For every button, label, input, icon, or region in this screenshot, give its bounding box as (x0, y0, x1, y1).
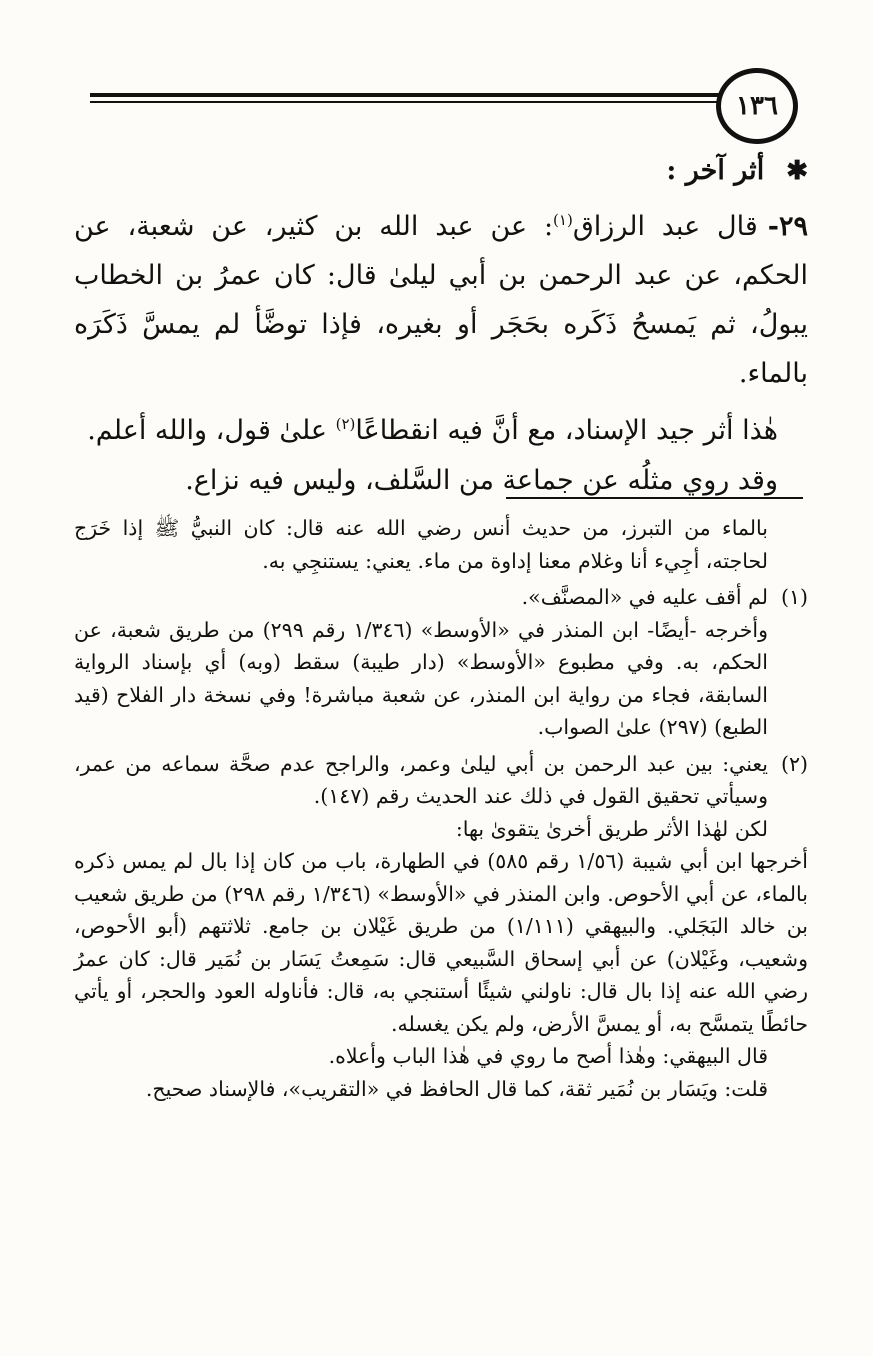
footnote-1-continuation: وأخرجه -أيضًا- ابن المنذر في «الأوسط» (١/٣٤٦ رقم ٢٩٩) من طريق شعبة، عن الحكم، به. وفي مطبوع «الأوسط» (دار طيبة) سقط (وبه) أي بإسناد الرواية السابقة، فجاء من رواية ابن المنذر، عن شعبة مباشرة! وفي نسخة دار الفلاح (قيد الطبع) (٢٩٧) علىٰ الصواب. (74, 617, 768, 739)
hadith-number: ٢٩- (767, 211, 808, 242)
footnote-2-line-4: قال البيهقي: وهٰذا أصح ما روي في هٰذا الباب وأعلاه. (328, 1044, 768, 1068)
page-number: ١٣٦ (716, 68, 798, 144)
comment-text-1: هٰذا أثر جيد الإسناد، مع أنَّ فيه انقطاعًا (355, 415, 778, 446)
footnote-2 (74, 748, 808, 813)
footnote-carry-over: بالماء من التبرز، من حديث أنس رضي الله عنه قال: كان النبيُّ ﷺ إذا خَرَج لحاجته، أجِيء أنا وغلام معنا إداوة من ماء. يعني: يستنجِي به. (74, 516, 768, 573)
hadith-text-2: : عن عبد الله بن كثير، عن شعبة، عن الحكم، عن عبد الرحمن بن أبي ليلىٰ قال: كان عمرُ بن الخطاب يبولُ، ثم يَمسحُ ذَكَره بحَجَر أو بغيره، فإذا توضَّأ لم يمسَّ ذَكَرَه بالماء. (74, 211, 808, 389)
header-rule-thick (90, 93, 730, 97)
header-rule-thin (90, 101, 730, 103)
footnote-2-line-2: لكن لهٰذا الأثر طريق أخرىٰ يتقوىٰ بها: (455, 816, 768, 841)
footnote-2-line-3: أخرجها ابن أبي شيبة (١/٥٦ رقم ٥٨٥) في الطهارة، باب من كان إذا بال لم يمس ذكره بالماء، عن أبي الأحوص. وابن المنذر في «الأوسط» (١/٣٤٦ رقم ٢٩٨) من طريق شعيب بن خالد البَجَلي. والبيهقي (١/١١١) من طريق غَيْلان بن جامع. ثلاثتهم (أبو الأحوص، وشعيب، وغَيْلان) عن أبي إسحاق السَّبيعي قال: سَمِعتُ يَسَار بن نُمَير قال: كان عمرُ رضي الله عنه إذا بال قال: ناولني شيئًا أستنجي به، قال: فأناوله العود والحجر، أو يأتي حائطًا يتمسَّح به، أو يمسَّ الأرض، ولم يكن يغسله. (74, 849, 809, 1036)
comment-text-3: وقد روي مثلُه عن جماعة من السَّلف، وليس فيه نزاع. (185, 465, 778, 496)
main-text (74, 150, 808, 506)
section-title (74, 150, 808, 192)
comment-paragraph (74, 406, 808, 506)
hadith-paragraph (74, 202, 808, 398)
footnote-1 (74, 581, 808, 614)
footnotes (74, 512, 808, 1105)
footnote-2-number: (٢) (780, 751, 808, 776)
section-title-text: أثر آخر : (666, 155, 765, 186)
footnote-separator (506, 497, 803, 499)
star-icon: ✱ (786, 156, 808, 186)
comment-text-2: علىٰ قول، والله أعلم. (87, 415, 336, 446)
footnote-2-text: يعني: بين عبد الرحمن بن أبي ليلىٰ وعمر، والراجح عدم صحَّة سماعه من عمر، وسيأتي تحقيق القول في ذلك عند الحديث رقم (١٤٧). (74, 751, 768, 808)
footnote-1-number: (١) (780, 585, 808, 609)
footnote-ref-2[interactable]: (٢) (335, 415, 356, 433)
footnote-ref-1[interactable]: (١) (553, 211, 573, 229)
page-header (90, 68, 806, 142)
footnote-2-line-5: قلت: ويَسَار بن نُمَير ثقة، كما قال الحافظ في «التقريب»، فالإسناد صحيح. (145, 1076, 768, 1101)
hadith-text-1: قال عبد الرزاق (572, 211, 758, 242)
footnote-1-text: لم أقف عليه في «المصنَّف». (521, 585, 768, 609)
